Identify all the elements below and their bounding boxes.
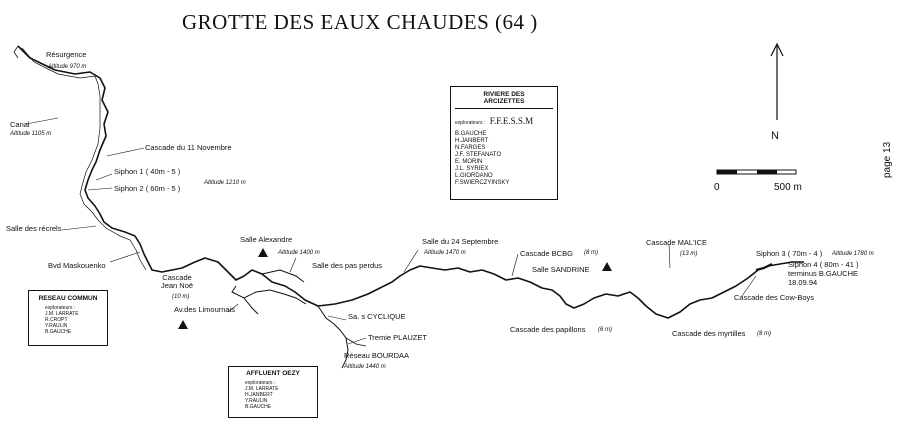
box-arcizettes-name: J.L. SYRIEX [455, 166, 489, 172]
box-affluent-title: AFFLUENT OEZY [246, 370, 300, 377]
box-reseau-explo-small: explorateurs : [45, 305, 76, 311]
label-salle-recrels: Salle des récrels [6, 224, 62, 233]
label-cascade-cowboys: Cascade des Cow-Boys [734, 293, 815, 302]
label-tremie-plauzet: Tremie PLAUZET [368, 333, 427, 342]
label-salle-alexandre-alt: Altitude 1400 m [278, 250, 320, 256]
label-siphon-2: Siphon 2 ( 60m - 5 ) [114, 184, 181, 193]
label-cascade-myrtilles: Cascade des myrtilles [672, 329, 746, 338]
label-bvd-maskouenko: Bvd Maskouenko [48, 261, 106, 270]
label-cascade-malice: Cascade MAL'ICE [646, 238, 708, 247]
north-label: N [771, 130, 779, 142]
box-reseau-name: B.GAUCHE [45, 329, 72, 335]
label-siphon-4: Siphon 4 ( 80m - 41 ) [788, 260, 859, 269]
label-cascade-papillons-height: (6 m) [598, 327, 612, 333]
label-cascade-jean-noe-height: (10 m) [172, 294, 190, 300]
label-salle-alexandre: Salle Alexandre [240, 235, 293, 244]
siphon-end-stub [756, 264, 772, 270]
box-affluent-name: Y.RAULIN [245, 398, 268, 404]
scale-end-label: 500 m [774, 182, 802, 193]
box-arcizettes-title-2: ARCIZETTES [483, 98, 525, 105]
box-arcizettes-divider [455, 108, 553, 109]
label-resurgence-alt: Altitude 970 m [48, 64, 87, 70]
label-cascade-papillons: Cascade des papillons [510, 325, 586, 334]
resurgence-exit [14, 46, 18, 58]
north-arrow [771, 44, 783, 120]
legend-box-affluent-oezy [228, 366, 318, 418]
label-siphon-1-alt: Altitude 1210 m [204, 180, 246, 186]
label-cascade-11nov: Cascade du 11 Novembre [145, 143, 232, 152]
box-arcizettes-explo-small: explorateurs : [455, 120, 486, 126]
box-reseau-name: Y.RAULIN [45, 323, 68, 329]
box-arcizettes-title-1: RIVIERE DES [483, 91, 525, 98]
hall-marker-alexandre [258, 248, 268, 257]
salle-alexandre-outline [232, 286, 306, 314]
hall-marker-sandrine [602, 262, 612, 271]
label-av-limournais: Av.des Limournais [174, 305, 236, 314]
label-siphon-3: Siphon 3 ( 70m - 4 ) [756, 249, 823, 258]
salle-pas-perdus-branch [262, 270, 304, 282]
main-gallery-line [18, 46, 804, 318]
label-cascade-bcbg-height: (8 m) [584, 250, 598, 256]
label-siphon-4-date: 18.09.94 [788, 278, 818, 287]
box-affluent-name: J.M. LARRATE [245, 386, 279, 392]
label-cascade-bcbg: Cascade BCBG [520, 249, 573, 258]
scale-zero-label: 0 [714, 182, 720, 193]
leader-lines [26, 118, 756, 344]
box-arcizettes-name: F.SWIERCZYINSKY [455, 180, 510, 186]
map-title: GROTTE DES EAUX CHAUDES (64 ) [182, 10, 538, 34]
label-canal: Canal [10, 120, 30, 129]
label-canal-alt: Altitude 1105 m [10, 131, 52, 137]
box-arcizettes-name: E. MORIN [455, 159, 483, 165]
label-cascade-malice-height: (13 m) [680, 251, 698, 257]
label-cascade-jean-noe: Cascade Jean Noë [160, 273, 194, 290]
label-siphon-3-alt: Altitude 1780 m [832, 251, 874, 257]
box-arcizettes-name: B.GAUCHE [455, 131, 487, 137]
label-resurgence: Résurgence [46, 50, 87, 59]
box-affluent-explo-small: explorateurs : [245, 380, 276, 386]
box-affluent-name: H.JANBERT [245, 392, 273, 398]
box-arcizettes-name: N.FARGES [455, 145, 486, 151]
box-arcizettes-name: L.GIORDANO [455, 173, 493, 179]
hall-marker-limournais [178, 320, 188, 329]
box-reseau-title: RESEAU COMMUN [38, 295, 98, 302]
box-arcizettes-explo-big: F.F.E.S.S.M [489, 116, 534, 126]
box-arcizettes-name: H.JANBERT [455, 138, 489, 144]
label-salle-sandrine: Salle SANDRINE [532, 265, 590, 274]
label-siphon-4-terminus: terminus B.GAUCHE [788, 269, 859, 278]
legend-box-arcizettes [450, 86, 558, 200]
box-reseau-name: R.CROPT [45, 317, 68, 323]
box-reseau-name: J.M. LARRATE [45, 311, 79, 317]
scale-bar [717, 170, 796, 174]
label-salle-24-septembre-alt: Altitude 1470 m [424, 250, 466, 256]
label-salle-cyclique: Sa. s CYCLIQUE [348, 312, 406, 321]
label-cascade-myrtilles-height: (8 m) [757, 331, 771, 337]
box-affluent-name: B.GAUCHE [245, 404, 272, 410]
page-number: page 13 [882, 141, 893, 178]
legend-box-reseau-commun [28, 290, 108, 346]
main-gallery-wall [22, 48, 146, 270]
label-reseau-bourdaa: Réseau BOURDAA [344, 351, 410, 360]
label-siphon-1: Siphon 1 ( 40m - 5 ) [114, 167, 181, 176]
box-arcizettes-name: J.F. STEFANATO [455, 152, 502, 158]
label-salle-pas-perdus: Salle des pas perdus [312, 261, 383, 270]
label-reseau-bourdaa-alt: Altitude 1440 m [344, 364, 386, 370]
label-salle-24-septembre: Salle du 24 Septembre [422, 237, 499, 246]
